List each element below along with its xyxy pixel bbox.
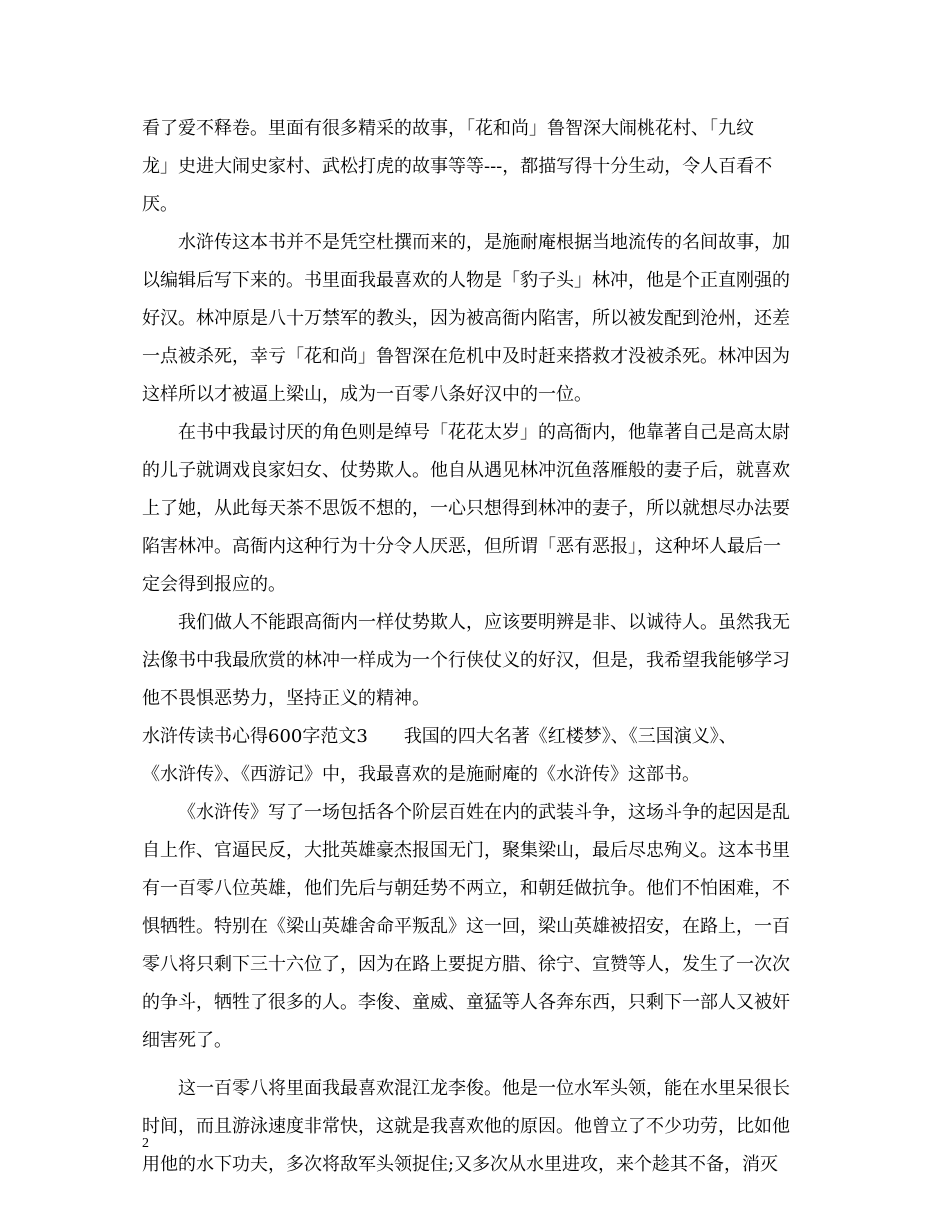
text-line: 用他的水下功夫，多次将敌军头领捉住;又多次从水里进攻，来个趁其不备，消灭 bbox=[142, 1154, 779, 1175]
section-heading-line bbox=[142, 718, 810, 756]
text-line: 自上作、官逼民反，大批英雄豪杰报国无门，聚集梁山，最后尽忠殉义。这本书里 bbox=[142, 840, 790, 861]
text-line: 陷害林冲。高衙内这种行为十分令人厌恶，但所谓「恶有恶报」，这种坏人最后一 bbox=[142, 536, 781, 557]
text-line: 法像书中我最欣赏的林冲一样成为一个行侠仗义的好汉，但是，我希望我能够学习 bbox=[142, 650, 790, 671]
text-line: 惧牺牲。特别在《梁山英雄舍命平叛乱》这一回，梁山英雄被招安，在路上，一百 bbox=[142, 916, 790, 937]
page-number: 2 bbox=[142, 1136, 149, 1151]
text-line: 零八将只剩下三十六位了，因为在路上要捉方腊、徐宁、宣赞等人，发生了一次次 bbox=[142, 954, 790, 975]
text-line: 这样所以才被逼上梁山，成为一百零八条好汉中的一位。 bbox=[142, 384, 592, 405]
text-line: 的儿子就调戏良家妇女、仗势欺人。他自从遇见林冲沉鱼落雁般的妻子后，就喜欢 bbox=[142, 460, 790, 481]
text-line: 《水浒传》、《西游记》中，我最喜欢的是施耐庵的《水浒传》这部书。 bbox=[142, 764, 700, 785]
text-line: 一点被杀死，幸亏「花和尚」鲁智深在危机中及时赶来搭救才没被杀死。林冲因为 bbox=[142, 346, 790, 367]
text-line: 以编辑后写下来的。书里面我最喜欢的人物是「豹子头」林冲，他是个正直刚强的 bbox=[142, 270, 790, 291]
paragraph-text: 我国的四大名著《红楼梦》、《三国演义》、 bbox=[403, 726, 737, 747]
section-title: 水浒传读书心得600字范文3 bbox=[142, 726, 368, 747]
paragraph-first-line: 《水浒传》写了一场包括各个阶层百姓在内的武装斗争，这场斗争的起因是乱 bbox=[178, 802, 790, 823]
text-line: 他不畏惧恶势力，坚持正义的精神。 bbox=[142, 688, 430, 709]
paragraph-first-line: 这一百零八将里面我最喜欢混江龙李俊。他是一位水军头领，能在水里呆很长 bbox=[178, 1078, 790, 1099]
text-line: 定会得到报应的。 bbox=[142, 574, 286, 595]
text-line: 有一百零八位英雄，他们先后与朝廷势不两立，和朝廷做抗争。他们不怕困难，不 bbox=[142, 878, 790, 899]
paragraph-first-line: 在书中我最讨厌的角色则是绰号「花花太岁」的高衙内，他靠著自己是高太尉 bbox=[178, 422, 790, 443]
text-line: 的争斗，牺牲了很多的人。李俊、童威、童猛等人各奔东西，只剩下一部人又被奸 bbox=[142, 992, 790, 1013]
text-line: 看了爱不释卷。里面有很多精采的故事，「花和尚」鲁智深大闹桃花村、「九纹 bbox=[142, 118, 754, 139]
paragraph-gap bbox=[142, 1060, 810, 1070]
paragraph-first-line: 水浒传这本书并不是凭空杜撰而来的，是施耐庵根据当地流传的名间故事，加 bbox=[178, 232, 790, 253]
text-line: 时间，而且游泳速度非常快，这就是我喜欢他的原因。他曾立了不少功劳，比如他 bbox=[142, 1116, 790, 1137]
document-body bbox=[142, 110, 810, 1184]
text-line: 厌。 bbox=[142, 194, 178, 215]
paragraph-first-line: 我们做人不能跟高衙内一样仗势欺人，应该要明辨是非、以诚待人。虽然我无 bbox=[178, 612, 790, 633]
text-line: 细害死了。 bbox=[142, 1030, 232, 1051]
text-line: 龙」史进大闹史家村、武松打虎的故事等等---，都描写得十分生动，令人百看不 bbox=[142, 156, 773, 177]
text-line: 上了她，从此每天茶不思饭不想的，一心只想得到林冲的妻子，所以就想尽办法要 bbox=[142, 498, 790, 519]
text-line: 好汉。林冲原是八十万禁军的教头，因为被高衙内陷害，所以被发配到沧州，还差 bbox=[142, 308, 790, 329]
